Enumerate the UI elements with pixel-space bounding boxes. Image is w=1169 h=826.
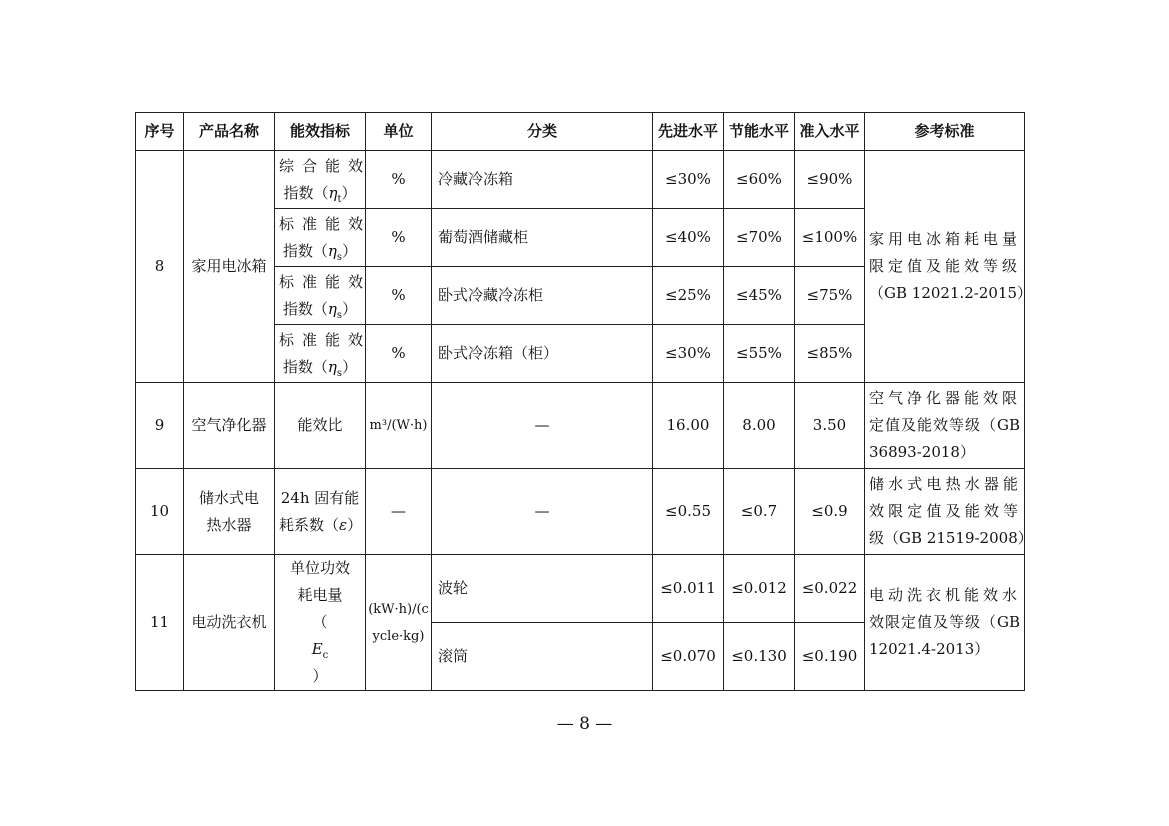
row9-category: — [432,383,653,469]
row10-reference: 储水式电热水器能 效限定值及能效等 级（GB 21519-2008） [865,469,1025,555]
row9-unit: m³/(W·h) [366,383,432,469]
row8-product: 家用电冰箱 [184,151,275,383]
row11b-advanced: ≤0.070 [653,623,724,691]
row8c-advanced: ≤25% [653,267,724,325]
header-reference: 参考标准 [865,113,1025,151]
row10-indicator: 24h 固有能 耗系数（ε） [275,469,366,555]
row8c-unit: % [366,267,432,325]
page-number: — 8 — [556,714,613,734]
row9-indicator: 能效比 [275,383,366,469]
header-category: 分类 [432,113,653,151]
row10-product: 储水式电 热水器 [184,469,275,555]
row11a-saving: ≤0.012 [724,555,795,623]
row11-indicator: 单位功效 耗电量 （ $E_c$ ） [275,555,366,691]
table-row [136,469,1025,555]
row8d-category: 卧式冷冻箱（柜） [432,325,653,383]
row11a-category: 波轮 [432,555,653,623]
row11b-category: 滚筒 [432,623,653,691]
row10-entry: ≤0.9 [795,469,865,555]
table-row [136,151,1025,209]
row8b-entry: ≤100% [795,209,865,267]
row11b-entry: ≤0.190 [795,623,865,691]
row8b-saving: ≤70% [724,209,795,267]
row8a-advanced: ≤30% [653,151,724,209]
row8-no: 8 [136,151,184,383]
row8d-entry: ≤85% [795,325,865,383]
row11-no: 11 [136,555,184,691]
row11-product: 电动洗衣机 [184,555,275,691]
row11-reference: 电动洗衣机能效水 效限定值及等级（GB 12021.4-2013） [865,555,1025,691]
energy-efficiency-table [135,112,1033,691]
row10-advanced: ≤0.55 [653,469,724,555]
row10-no: 10 [136,469,184,555]
row8-reference: 家用电冰箱耗电量 限定值及能效等级 （GB 12021.2-2015） [865,151,1025,383]
table-row [136,555,1025,623]
row8c-saving: ≤45% [724,267,795,325]
row8a-unit: % [366,151,432,209]
header-entry: 准入水平 [795,113,865,151]
row8b-advanced: ≤40% [653,209,724,267]
row9-entry: 3.50 [795,383,865,469]
row8a-category: 冷藏冷冻箱 [432,151,653,209]
row8d-advanced: ≤30% [653,325,724,383]
row8a-indicator: 综合能效 指数$(\eta_t)$ [275,151,366,209]
row11a-entry: ≤0.022 [795,555,865,623]
row10-saving: ≤0.7 [724,469,795,555]
row8d-unit: % [366,325,432,383]
header-indicator: 能效指标 [275,113,366,151]
row8a-entry: ≤90% [795,151,865,209]
row8d-saving: ≤55% [724,325,795,383]
table-row [136,383,1025,469]
row10-category: — [432,469,653,555]
header-advanced: 先进水平 [653,113,724,151]
row11b-saving: ≤0.130 [724,623,795,691]
header-no: 序号 [136,113,184,151]
row11-unit: (kW·h)/(c ycle·kg) [366,555,432,691]
row10-unit: — [366,469,432,555]
row9-product: 空气净化器 [184,383,275,469]
table-header-row [136,113,1025,151]
row11a-advanced: ≤0.011 [653,555,724,623]
row9-reference: 空气净化器能效限 定值及能效等级（GB 36893-2018） [865,383,1025,469]
row8c-indicator: 标准能效 指数$(\eta_s)$ [275,267,366,325]
row8b-unit: % [366,209,432,267]
header-product: 产品名称 [184,113,275,151]
row9-advanced: 16.00 [653,383,724,469]
row8a-saving: ≤60% [724,151,795,209]
row9-saving: 8.00 [724,383,795,469]
row8c-entry: ≤75% [795,267,865,325]
row8b-category: 葡萄酒储藏柜 [432,209,653,267]
header-unit: 单位 [366,113,432,151]
row9-no: 9 [136,383,184,469]
row8d-indicator: 标准能效 指数$(\eta_s)$ [275,325,366,383]
header-saving: 节能水平 [724,113,795,151]
row8b-indicator: 标准能效 指数$(\eta_s)$ [275,209,366,267]
row8c-category: 卧式冷藏冷冻柜 [432,267,653,325]
